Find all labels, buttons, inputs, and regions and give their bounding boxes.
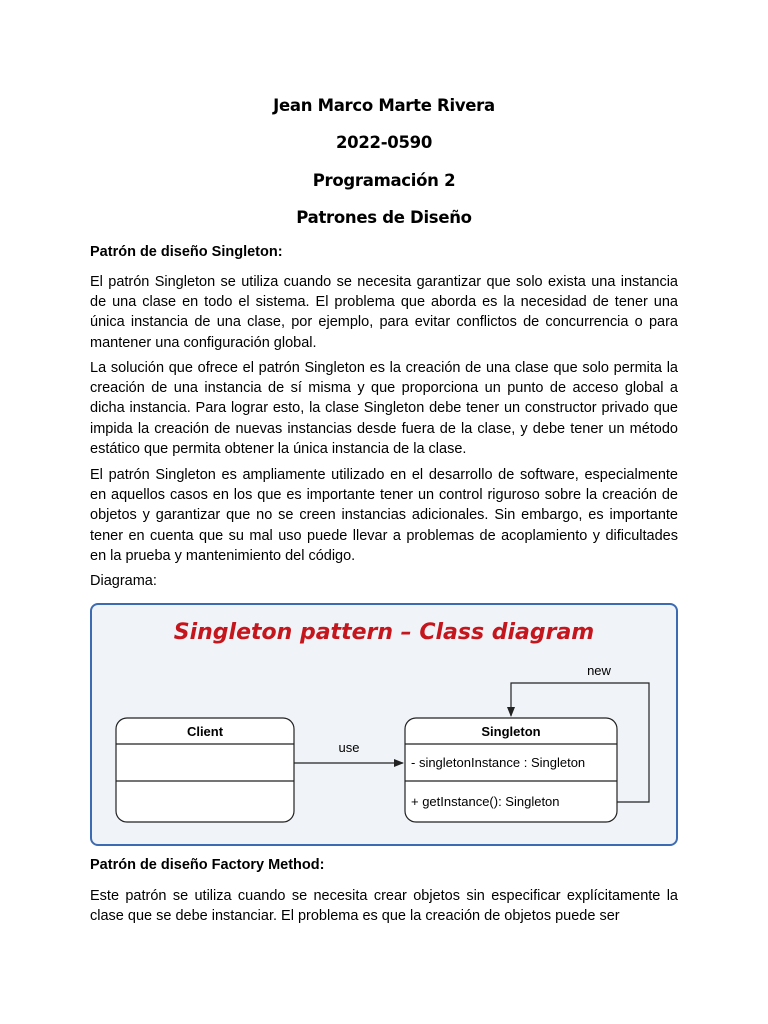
singleton-section-title: Patrón de diseño Singleton: bbox=[90, 244, 283, 260]
singleton-paragraph-2: La solución que ofrece el patrón Singleton es la creación de una clase que solo permita la creación de una instancia de sí misma y que proporciona un punto de acceso global a dicha instancia. Para lograr esto, la clase Singleton debe tener un constructor privado que impida la creación de nuevas instancias desde fuera de la clase, y debe tener un método estático que permita obtener la única instancia de la clase. bbox=[90, 360, 678, 457]
student-id: 2022-0590 bbox=[336, 133, 432, 152]
singleton-paragraph-1: El patrón Singleton se utiliza cuando se necesita garantizar que solo exista una instancia de una clase en todo el sistema. El problema que aborda es la necesidad de tener una única instancia de una clase, por ejemplo, para evitar conflictos de concurrencia o para mantener una configuración global. bbox=[90, 274, 678, 351]
diagram-label: Diagrama: bbox=[90, 573, 157, 589]
class-diagram-canvas bbox=[92, 605, 676, 844]
diagram-title: Singleton pattern – Class diagram bbox=[173, 620, 595, 645]
document-topic: Patrones de Diseño bbox=[296, 208, 472, 227]
factory-paragraph-1: Este patrón se utiliza cuando se necesita crear objetos sin especificar explícitamente la clase que se debe instanciar. El problema es que la creación de objetos puede ser bbox=[90, 888, 678, 925]
singleton-class-name: Singleton bbox=[481, 724, 541, 739]
use-label: use bbox=[338, 740, 360, 755]
factory-section-title: Patrón de diseño Factory Method: bbox=[90, 857, 325, 873]
singleton-method: + getInstance(): Singleton bbox=[411, 794, 560, 809]
client-class-box bbox=[116, 718, 294, 822]
author-name: Jean Marco Marte Rivera bbox=[273, 96, 495, 115]
singleton-attribute: - singletonInstance : Singleton bbox=[411, 755, 586, 770]
client-class-name: Client bbox=[186, 724, 224, 739]
singleton-class-box bbox=[405, 718, 617, 822]
singleton-class-diagram bbox=[90, 603, 678, 846]
use-association-arrow bbox=[294, 740, 403, 763]
course-name: Programación 2 bbox=[312, 171, 456, 190]
new-label: new bbox=[587, 663, 611, 678]
singleton-paragraph-3: El patrón Singleton es ampliamente utilizado en el desarrollo de software, especialmente en aquellos casos en los que es importante tener un control riguroso sobre la creación de objetos y garantizar que no se creen instancias adicionales. Sin embargo, es importante tener en cuenta que su mal uso puede llevar a problemas de acoplamiento y dificultades en la prueba y mantenimiento del código. bbox=[90, 467, 678, 564]
